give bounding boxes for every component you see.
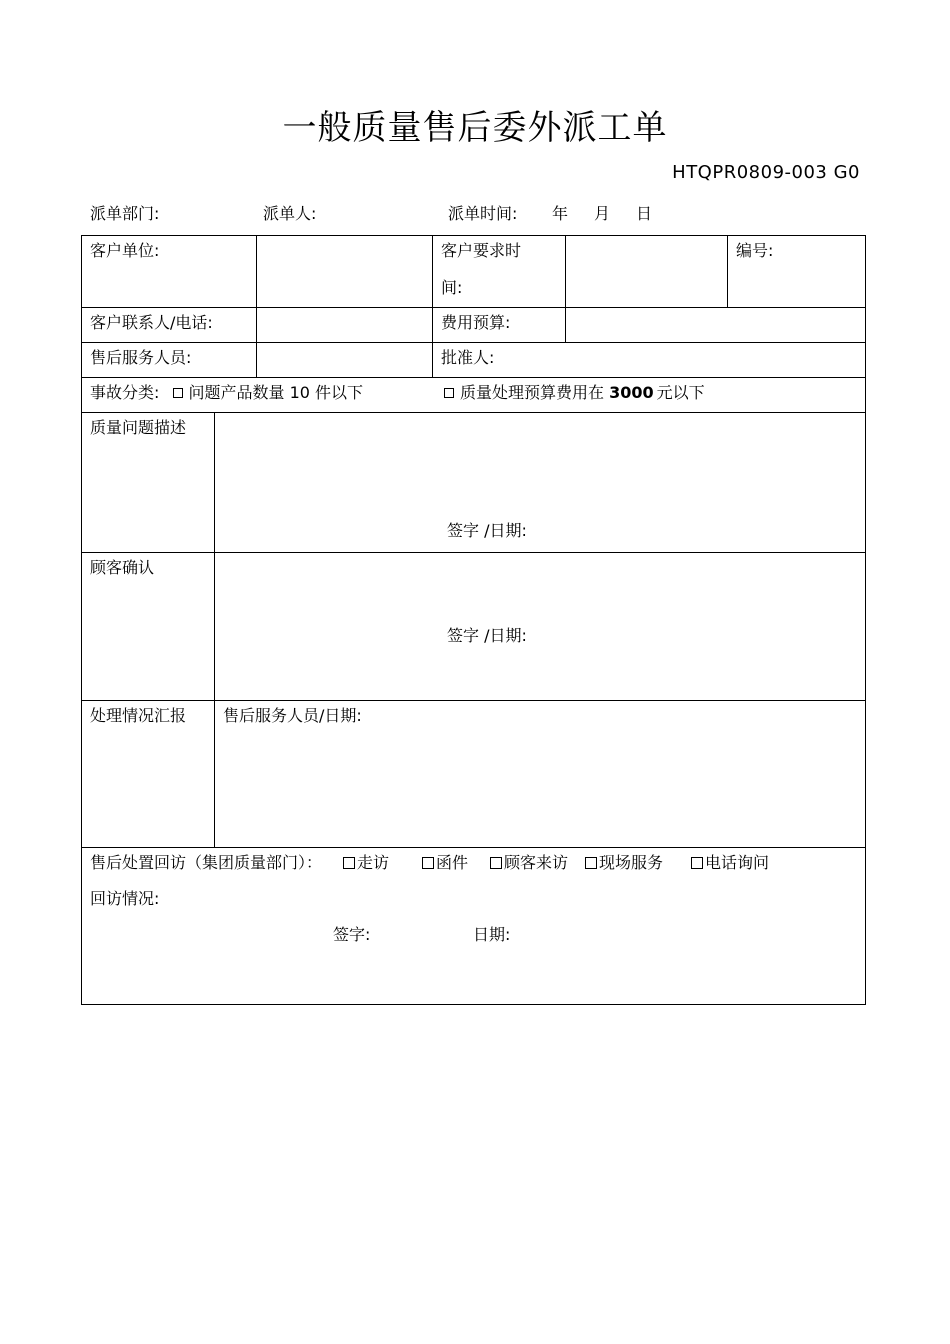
checkbox-icon[interactable]: [585, 857, 597, 869]
followup-option-onsite[interactable]: [585, 851, 663, 875]
handling-report-label: 处理情况汇报: [90, 706, 187, 725]
accident-option-1-label: 问题产品数量 10 件以下: [188, 383, 364, 402]
customer-confirm-label: 顾客确认: [90, 558, 155, 577]
accident-option-2[interactable]: [440, 381, 705, 405]
followup-option-letter[interactable]: [422, 851, 468, 875]
work-order-form: [81, 235, 866, 1005]
handling-staff-date-label: 售后服务人员/日期:: [223, 706, 362, 725]
quality-desc-sign-date: 签字 /日期:: [447, 521, 527, 540]
budget-label: 费用预算:: [441, 313, 511, 332]
accident-option-2-amount: 3000: [609, 383, 654, 402]
accident-category-cell: [82, 378, 866, 413]
contact-label: 客户联系人/电话:: [90, 313, 213, 332]
dispatch-month: 月: [594, 204, 611, 223]
checkbox-icon[interactable]: [691, 857, 703, 869]
dispatch-dept-label: 派单部门:: [90, 204, 160, 223]
checkbox-icon[interactable]: [343, 857, 355, 869]
dispatch-sender-label: 派单人:: [263, 204, 317, 223]
checkbox-icon[interactable]: [444, 388, 454, 398]
followup-option-letter-label: 函件: [436, 853, 469, 872]
service-staff-label-cell: [82, 343, 257, 378]
customer-confirm-label-cell: [82, 553, 215, 701]
accident-category-label: 事故分类:: [90, 383, 160, 402]
followup-status-label: 回访情况:: [90, 889, 160, 908]
customer-req-time-label-1: 客户要求时: [441, 241, 522, 260]
followup-sign-label: 签字:: [333, 925, 371, 944]
accident-option-1[interactable]: [169, 383, 364, 402]
checkbox-icon[interactable]: [490, 857, 502, 869]
budget-field[interactable]: [566, 308, 866, 343]
handling-report-label-cell: [82, 701, 215, 848]
customer-confirm-field[interactable]: [215, 553, 866, 701]
approver-cell[interactable]: [433, 343, 866, 378]
service-staff-label: 售后服务人员:: [90, 348, 192, 367]
followup-option-customer-visit[interactable]: [490, 851, 568, 875]
followup-option-visit[interactable]: [343, 851, 389, 875]
customer-unit-label: 客户单位:: [90, 241, 160, 260]
customer-unit-field[interactable]: [257, 236, 433, 308]
followup-option-phone-label: 电话询问: [705, 853, 770, 872]
dispatch-day: 日: [636, 204, 653, 223]
customer-req-time-label-cell: [433, 236, 566, 308]
followup-option-customer-visit-label: 顾客来访: [504, 853, 569, 872]
budget-label-cell: [433, 308, 566, 343]
followup-label: 售后处置回访（集团质量部门）：: [90, 853, 323, 872]
quality-desc-label: 质量问题描述: [90, 418, 187, 437]
contact-field[interactable]: [257, 308, 433, 343]
checkbox-icon[interactable]: [173, 388, 183, 398]
approver-label: 批准人:: [441, 348, 495, 367]
customer-unit-label-cell: [82, 236, 257, 308]
contact-label-cell: [82, 308, 257, 343]
followup-option-onsite-label: 现场服务: [599, 853, 664, 872]
followup-cell: [82, 848, 866, 1005]
serial-no-cell[interactable]: [728, 236, 866, 308]
customer-confirm-sign-date: 签字 /日期:: [447, 626, 527, 645]
document-code: HTQPR0809-003 G0: [672, 162, 860, 183]
quality-desc-field[interactable]: [215, 413, 866, 553]
checkbox-icon[interactable]: [422, 857, 434, 869]
service-staff-field[interactable]: [257, 343, 433, 378]
document-title: 一般质量售后委外派工单: [282, 108, 668, 148]
quality-desc-label-cell: [82, 413, 215, 553]
handling-report-field[interactable]: [215, 701, 866, 848]
dispatch-year: 年: [552, 204, 569, 223]
dispatch-time-label: 派单时间:: [448, 204, 518, 223]
accident-option-2-post: 元以下: [656, 383, 705, 402]
accident-option-2-pre: 质量处理预算费用在: [460, 383, 605, 402]
customer-req-time-label-2: 间:: [441, 278, 463, 297]
followup-date-label: 日期:: [473, 925, 511, 944]
customer-req-time-field[interactable]: [566, 236, 728, 308]
followup-option-phone[interactable]: [691, 851, 769, 875]
followup-option-visit-label: 走访: [357, 853, 390, 872]
serial-no-label: 编号:: [736, 241, 774, 260]
